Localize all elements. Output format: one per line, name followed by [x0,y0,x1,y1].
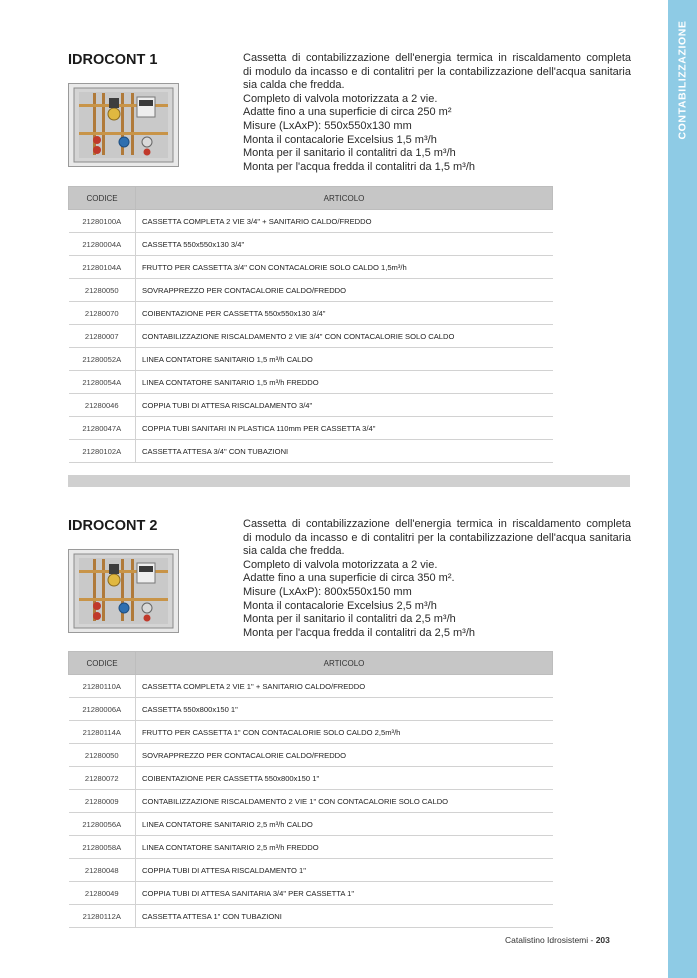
desc-sanitary-meter: Monta per il sanitario il contalitri da 1,5 m³/h [243,147,456,160]
table-row [69,210,553,233]
product-description-idrocont-1 [243,52,631,174]
table-row [69,279,553,302]
table-row [69,417,553,440]
desc-dimensions: Misure (LxAxP): 550x550x130 mm [243,119,412,132]
table-row [69,348,553,371]
desc-area: Adatte fino a una superficie di circa 350 m². [243,572,455,585]
row-article: LINEA CONTATORE SANITARIO 1,5 m³/h FREDDO [136,371,553,394]
desc-area: Adatte fino a una superficie di circa 250 m² [243,106,452,119]
row-article: SOVRAPPREZZO PER CONTACALORIE CALDO/FREDDO [136,744,553,767]
row-code: 21280102A [69,440,136,463]
article-table-idrocont-2 [68,651,553,928]
table-row [69,371,553,394]
desc-sanitary-meter: Monta per il sanitario il contalitri da 2,5 m³/h [243,613,456,626]
table-row [69,698,553,721]
row-article: COPPIA TUBI DI ATTESA RISCALDAMENTO 3/4" [136,394,553,417]
table-row [69,859,553,882]
table-row [69,767,553,790]
desc-heat-meter: Monta il contacalorie Excelsius 2,5 m³/h [243,599,437,612]
row-code: 21280058A [69,836,136,859]
table-row [69,440,553,463]
table-row [69,882,553,905]
desc-intro-line-3: sia calda che fredda. [243,79,345,92]
row-article: CONTABILIZZAZIONE RISCALDAMENTO 2 VIE 3/4" CON CONTACALORIE SOLO CALDO [136,325,553,348]
column-header-code: CODICE [69,187,136,210]
manifold-illustration [69,84,178,166]
table-row [69,836,553,859]
column-header-article: ARTICOLO [136,187,553,210]
page-number: 203 [595,935,610,945]
row-code: 21280006A [69,698,136,721]
row-article: CASSETTA ATTESA 3/4" CON TUBAZIONI [136,440,553,463]
table-row [69,675,553,698]
row-article: CASSETTA COMPLETA 2 VIE 1" + SANITARIO CALDO/FREDDO [136,675,553,698]
product-photo-idrocont-2 [68,549,179,633]
row-article: COPPIA TUBI DI ATTESA SANITARIA 3/4" PER CASSETTA 1" [136,882,553,905]
row-code: 21280009 [69,790,136,813]
product-title-idrocont-2: IDROCONT 2 [68,518,158,534]
row-code: 21280047A [69,417,136,440]
row-article: CONTABILIZZAZIONE RISCALDAMENTO 2 VIE 1" CON CONTACALORIE SOLO CALDO [136,790,553,813]
row-code: 21280048 [69,859,136,882]
row-article: LINEA CONTATORE SANITARIO 2,5 m³/h FREDDO [136,836,553,859]
row-code: 21280056A [69,813,136,836]
product-description-idrocont-2 [243,518,631,640]
row-article: CASSETTA 550x550x130 3/4" [136,233,553,256]
table-row [69,721,553,744]
table-row [69,325,553,348]
row-article: CASSETTA 550x800x150 1" [136,698,553,721]
row-code: 21280114A [69,721,136,744]
row-article: LINEA CONTATORE SANITARIO 1,5 m³/h CALDO [136,348,553,371]
row-code: 21280112A [69,905,136,928]
row-code: 21280104A [69,256,136,279]
row-article: SOVRAPPREZZO PER CONTACALORIE CALDO/FREDDO [136,279,553,302]
product-title-idrocont-1: IDROCONT 1 [68,52,158,68]
desc-intro-line-1: Cassetta di contabilizzazione dell'energia termica in riscaldamento completa [243,518,631,530]
desc-intro-line-2: di modulo da incasso e di contalitri per la contabilizzazione dell'acqua sanitaria [243,531,631,544]
sidebar-label-wrap [669,0,696,160]
row-code: 21280054A [69,371,136,394]
table-row [69,905,553,928]
row-article: COPPIA TUBI SANITARI IN PLASTICA 110mm PER CASSETTA 3/4" [136,417,553,440]
row-article: FRUTTO PER CASSETTA 1" CON CONTACALORIE SOLO CALDO 2,5m³/h [136,721,553,744]
row-article: COPPIA TUBI DI ATTESA RISCALDAMENTO 1" [136,859,553,882]
row-code: 21280004A [69,233,136,256]
row-code: 21280007 [69,325,136,348]
table-row [69,813,553,836]
desc-intro-line-2: di modulo da incasso e di contalitri per la contabilizzazione dell'acqua sanitaria [243,65,631,78]
row-code: 21280050 [69,744,136,767]
table-row [69,302,553,325]
desc-intro-line-1: Cassetta di contabilizzazione dell'energia termica in riscaldamento completa [243,52,631,64]
row-article: COIBENTAZIONE PER CASSETTA 550x800x150 1" [136,767,553,790]
page-footer [505,935,610,945]
row-article: FRUTTO PER CASSETTA 3/4" CON CONTACALORIE SOLO CALDO 1,5m³/h [136,256,553,279]
table-row [69,233,553,256]
row-code: 21280100A [69,210,136,233]
row-code: 21280072 [69,767,136,790]
table-row [69,256,553,279]
desc-valve: Completo di valvola motorizzata a 2 vie. [243,558,438,571]
row-code: 21280050 [69,279,136,302]
row-article: CASSETTA ATTESA 1" CON TUBAZIONI [136,905,553,928]
row-code: 21280052A [69,348,136,371]
desc-cold-meter: Monta per l'acqua fredda il contalitri da 2,5 m³/h [243,626,475,639]
table-row [69,790,553,813]
column-header-article: ARTICOLO [136,652,553,675]
desc-cold-meter: Monta per l'acqua fredda il contalitri da 1,5 m³/h [243,160,475,173]
column-header-code: CODICE [69,652,136,675]
table-row [69,744,553,767]
product-photo-idrocont-1 [68,83,179,167]
table-row [69,394,553,417]
sidebar-label: CONTABILIZZAZIONE [676,20,689,140]
table-header-row [69,187,553,210]
desc-dimensions: Misure (LxAxP): 800x550x150 mm [243,585,412,598]
footer-catalog-name: Catalistino Idrosistemi - [505,935,596,945]
row-code: 21280110A [69,675,136,698]
desc-valve: Completo di valvola motorizzata a 2 vie. [243,92,438,105]
desc-intro-line-3: sia calda che fredda. [243,545,345,558]
table-header-row [69,652,553,675]
section-separator-bar [68,475,630,487]
manifold-illustration [69,550,178,632]
row-code: 21280049 [69,882,136,905]
row-article: LINEA CONTATORE SANITARIO 2,5 m³/h CALDO [136,813,553,836]
row-code: 21280070 [69,302,136,325]
article-table-idrocont-1 [68,186,553,463]
row-article: CASSETTA COMPLETA 2 VIE 3/4" + SANITARIO CALDO/FREDDO [136,210,553,233]
row-code: 21280046 [69,394,136,417]
row-article: COIBENTAZIONE PER CASSETTA 550x550x130 3/4" [136,302,553,325]
desc-heat-meter: Monta il contacalorie Excelsius 1,5 m³/h [243,133,437,146]
